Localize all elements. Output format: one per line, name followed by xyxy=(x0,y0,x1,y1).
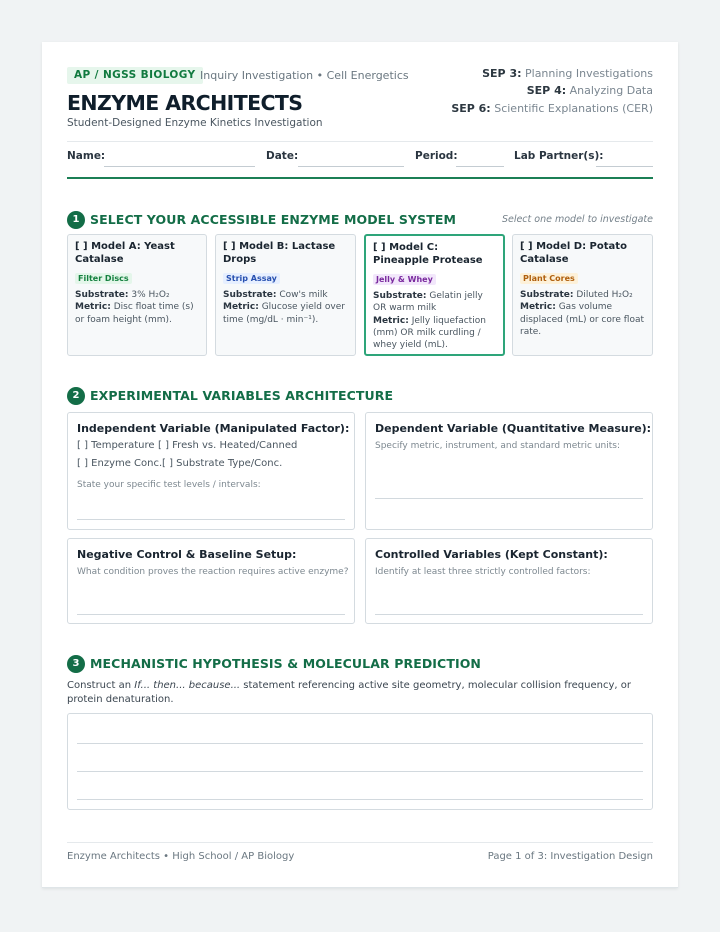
model-b-title: [ ] Model B: Lactase Drops xyxy=(223,241,336,265)
negative-control-box xyxy=(67,538,355,624)
model-card-d[interactable] xyxy=(512,234,653,356)
page-title: ENZYME ARCHITECTS xyxy=(67,91,303,115)
controlled-answer-line[interactable] xyxy=(375,614,643,615)
model-b-tag: Strip Assay xyxy=(223,273,280,284)
model-d-details: Substrate: Diluted H₂O₂ Metric: Gas volume displaced (mL) or core float rate. xyxy=(520,290,644,337)
model-c-details: Substrate: Gelatin jelly OR warm milk Metric: Jelly liquefaction (mm) OR milk curdling / whey yield (mL). xyxy=(373,291,486,351)
model-b-details: Substrate: Cow's milk Metric: Glucose yield over time (mg/dL · min⁻¹). xyxy=(223,290,345,325)
date-field[interactable] xyxy=(298,166,404,167)
iv-answer-line[interactable] xyxy=(77,519,345,520)
period-label: Period: xyxy=(415,150,458,162)
controlled-variables-box xyxy=(365,538,653,624)
date-label: Date: xyxy=(266,150,299,162)
partner-label: Lab Partner(s): xyxy=(514,150,604,162)
dv-title: Dependent Variable (Quantitative Measure): xyxy=(375,422,652,435)
footer-page-number: Page 1 of 3: Investigation Design xyxy=(487,851,653,862)
model-card-a[interactable] xyxy=(67,234,207,356)
iv-hint: State your specific test levels / intervals: xyxy=(77,480,261,490)
footer-divider xyxy=(67,842,653,843)
section-3-title: MECHANISTIC HYPOTHESIS & MOLECULAR PREDICTION xyxy=(90,656,481,671)
model-a-details: Substrate: 3% H₂O₂ Metric: Disc float time (s) or foam height (mm). xyxy=(75,290,194,325)
practice-sep4: SEP 4: Analyzing Data xyxy=(526,84,653,97)
worksheet-page xyxy=(42,42,678,888)
hypothesis-prompt: Construct an If... then... because... statement referencing active site geometry, molecular collision frequency, or protein denaturation. xyxy=(67,680,631,705)
footer-course: Enzyme Architects • High School / AP Biology xyxy=(67,851,295,862)
control-title: Negative Control & Baseline Setup: xyxy=(77,548,297,561)
course-badge: AP / NGSS BIOLOGY xyxy=(67,67,203,84)
practice-sep3: SEP 3: Planning Investigations xyxy=(482,67,653,80)
model-a-title: [ ] Model A: Yeast Catalase xyxy=(75,241,175,265)
model-d-tag: Plant Cores xyxy=(520,273,578,284)
control-answer-line[interactable] xyxy=(77,614,345,615)
section-3-number: 3 xyxy=(67,655,85,673)
iv-option-fresh-heated[interactable]: [ ] Fresh vs. Heated/Canned xyxy=(158,440,298,451)
investigation-context: Inquiry Investigation • Cell Energetics xyxy=(200,69,409,82)
independent-variable-box xyxy=(67,412,355,530)
control-hint: What condition proves the reaction requires active enzyme? xyxy=(77,567,349,577)
model-card-b[interactable] xyxy=(215,234,356,356)
iv-option-substrate[interactable]: [ ] Substrate Type/Conc. xyxy=(162,458,283,469)
iv-option-enzyme-conc[interactable]: [ ] Enzyme Conc. xyxy=(77,458,163,469)
header-divider xyxy=(67,141,653,142)
model-a-tag: Filter Discs xyxy=(75,273,132,284)
iv-option-temperature[interactable]: [ ] Temperature xyxy=(77,440,155,451)
practice-sep6: SEP 6: Scientific Explanations (CER) xyxy=(451,102,653,115)
hypothesis-line-2[interactable] xyxy=(77,771,643,772)
period-field[interactable] xyxy=(456,166,504,167)
section-1-number: 1 xyxy=(67,211,85,229)
section-1-note: Select one model to investigate xyxy=(501,214,653,225)
name-field[interactable] xyxy=(104,166,255,167)
iv-title: Independent Variable (Manipulated Factor): xyxy=(77,422,350,435)
hypothesis-line-3[interactable] xyxy=(77,799,643,800)
controlled-hint: Identify at least three strictly controlled factors: xyxy=(375,567,591,577)
hypothesis-box[interactable] xyxy=(67,713,653,810)
dependent-variable-box xyxy=(365,412,653,530)
controlled-title: Controlled Variables (Kept Constant): xyxy=(375,548,608,561)
name-label: Name: xyxy=(67,150,106,162)
dv-hint: Specify metric, instrument, and standard metric units: xyxy=(375,441,620,451)
model-card-c[interactable] xyxy=(364,234,505,356)
model-d-title: [ ] Model D: Potato Catalase xyxy=(520,241,627,265)
partner-field[interactable] xyxy=(596,166,653,167)
section-1-title: SELECT YOUR ACCESSIBLE ENZYME MODEL SYSTEM xyxy=(90,212,456,227)
hypothesis-line-1[interactable] xyxy=(77,743,643,744)
section-2-title: EXPERIMENTAL VARIABLES ARCHITECTURE xyxy=(90,388,394,403)
model-c-tag: Jelly & Whey xyxy=(373,274,436,285)
page-tagline: Student-Designed Enzyme Kinetics Investigation xyxy=(67,117,323,129)
dv-answer-line[interactable] xyxy=(375,498,643,499)
model-c-title: [ ] Model C: Pineapple Protease xyxy=(373,242,483,266)
header-accent-rule xyxy=(67,177,653,179)
section-2-number: 2 xyxy=(67,387,85,405)
